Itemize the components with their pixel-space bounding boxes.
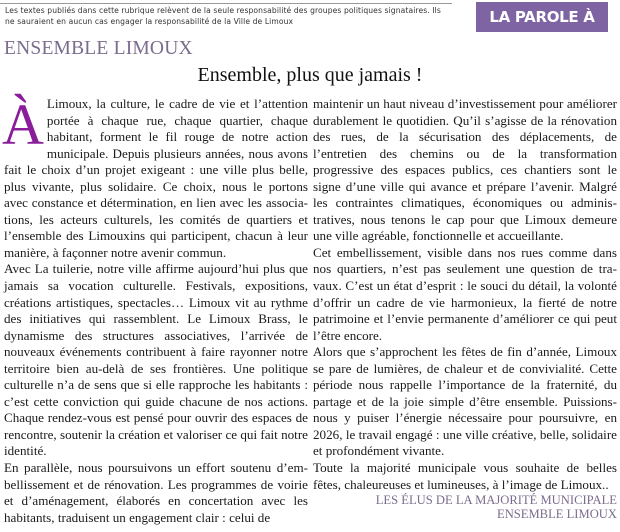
paragraph: Cet embellissement, visible dans nos rues comme dans nos quartiers, n’est pas seulement une question de travaux. C’est un état d’esprit : le souci du détail, la volonté d’offrir un cadre de vie harmonieux, la fierté de notre patrimoine et l’envie permanente d’améliorer ce qui peut l’être encore. (313, 244, 617, 343)
paragraph: Alors que s’approchent les fêtes de fin d’année, Limoux se pare de lumières, de chaleur et de convivialité. Cette période nous rappelle l’importance de la fraternité, du partage et de la joie simple d’être ensemble. Puissions-nous y puiser l’énergie nécessaire pour poursuivre, en 2026, le travail engagé : une ville créative, belle, solidaire et profondément vivante. (313, 344, 617, 459)
article-column-left (2, 92, 308, 526)
paragraph-text: Limoux, la culture, le cadre de vie et l’attention portée à chaque rue, chaque quartier, chaque habitant, forment le fil rouge de notre action municipale. Depuis plusieurs années, nous avons fait le choix d’un projet exigeant : une ville plus belle, plus vivante, plus solidaire. Ce choix, nous le portons avec constance et détermination, en lien avec les associations, les acteurs culturels, les comités de quartiers et l’ensemble des Limouxins qui participent, chacun à leur manière, à façonner notre avenir commun. (4, 96, 308, 260)
section-badge: LA PAROLE À (476, 2, 608, 32)
dropcap-letter: À (2, 92, 44, 157)
header-rule (0, 3, 452, 4)
signature-line-1: LES ÉLUS DE LA MAJORITÉ MUNICIPALE (375, 493, 617, 508)
paragraph (2, 92, 308, 261)
signature-line-2: ENSEMBLE LIMOUX (497, 507, 617, 522)
group-name: ENSEMBLE LIMOUX (4, 38, 193, 59)
article-column-right (313, 96, 617, 521)
paragraph: En parallèle, nous poursuivons un effort soutenu d’embellissement et de rénovation. Les programmes de voirie et d’aménagement, élaborés en concertation avec les habitants, traduisent un engagement clair : celui de (4, 460, 308, 525)
paragraph: Toute la majorité municipale vous souhaite de belles fêtes, chaleureuses et lumineuses, à l’image de Limoux.. (313, 460, 617, 492)
disclaimer-text: Les textes publiés dans cette rubrique relèvent de la seule responsabilité des groupes politiques signataires. Ils ne sauraient en aucun cas engager la responsabilité de la Ville de Limoux (5, 6, 441, 26)
paragraph: maintenir un haut niveau d’investissement pour améliorer durablement le quotidien. Qu’il s’agisse de la rénovation des rues, de la sécurisation des déplacements, de l’entretien des chemins ou de la transformation progressive des espaces publics, ces chantiers sont le signe d’une ville qui avance et prépare l’avenir. Malgré les contraintes climatiques, économiques ou administratives, nous tenons le cap pour que Limoux demeure une ville agréable, fonctionnelle et accueillante. (313, 96, 617, 244)
paragraph: Avec La tuilerie, notre ville affirme aujourd’hui plus que jamais sa vocation culturelle. Festivals, expositions, créations artistiques, spectacles… Limoux vit au rythme des initiatives qui rassemblent. Le Limoux Brass, le dynamisme des structures associatives, l’arrivée de nouveaux événements contribuent à faire rayonner notre territoire bien au-delà de ses frontières. Une politique culturelle n’a de sens que si elle rapproche les habitants : c’est cette conviction qui guide chacune de nos actions. Chaque rendez-vous est pensé pour ouvrir des espaces de rencontre, soutenir la création et valoriser ce qui fait notre identité. (4, 261, 308, 459)
signature (313, 493, 617, 521)
article-title: Ensemble, plus que jamais ! (197, 64, 423, 86)
